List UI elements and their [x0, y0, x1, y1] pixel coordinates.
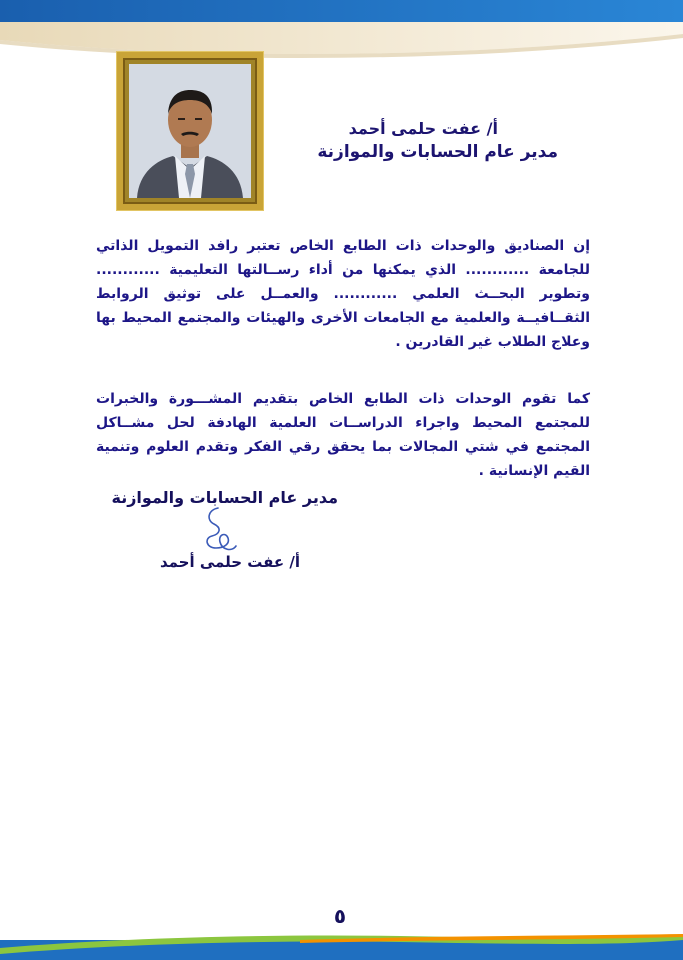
bottom-decorative-band [0, 934, 683, 960]
body-paragraph-2: كما تقوم الوحدات ذات الطابع الخاص بتقديم المشـــورة والخبرات للمجتمع المحيط واجراء الدراســات العلمية الهادفة لحل مشــاكل المجتمع في شتي المجالات بما يحقق رقي الفكر وتقدم العلوم وتنمية القيم الإنسانية . [96, 391, 590, 479]
signature-name: أ/ عفت حلمى أحمد [159, 553, 300, 571]
signature-icon [198, 504, 240, 556]
page-number: ٥ [333, 904, 347, 928]
body-paragraph-1: إن الصناديق والوحدات ذات الطابع الخاص تعتبر رافد التمويل الذاتي للجامعة ............ الذي يمكنها من أداء رســالتها التعليمية ............ وتطوير البحــث العلمي ............ والعمــل على توثيق الروابط الثقــافيــة والعلمية مع الجامعات الأخرى والهيئات والمجتمع المحيط بها وعلاج الطلاب غير القادرين . [96, 238, 590, 350]
header-name: أ/ عفت حلمى أحمد [348, 119, 498, 138]
header-title: مدير عام الحسابات والموازنة [317, 142, 558, 162]
portrait-frame [117, 52, 263, 210]
header-name-block [258, 118, 558, 164]
signature-title: مدير عام الحسابات والموازنة [111, 488, 338, 507]
portrait-photo [129, 64, 251, 198]
top-decorative-band [0, 0, 683, 70]
